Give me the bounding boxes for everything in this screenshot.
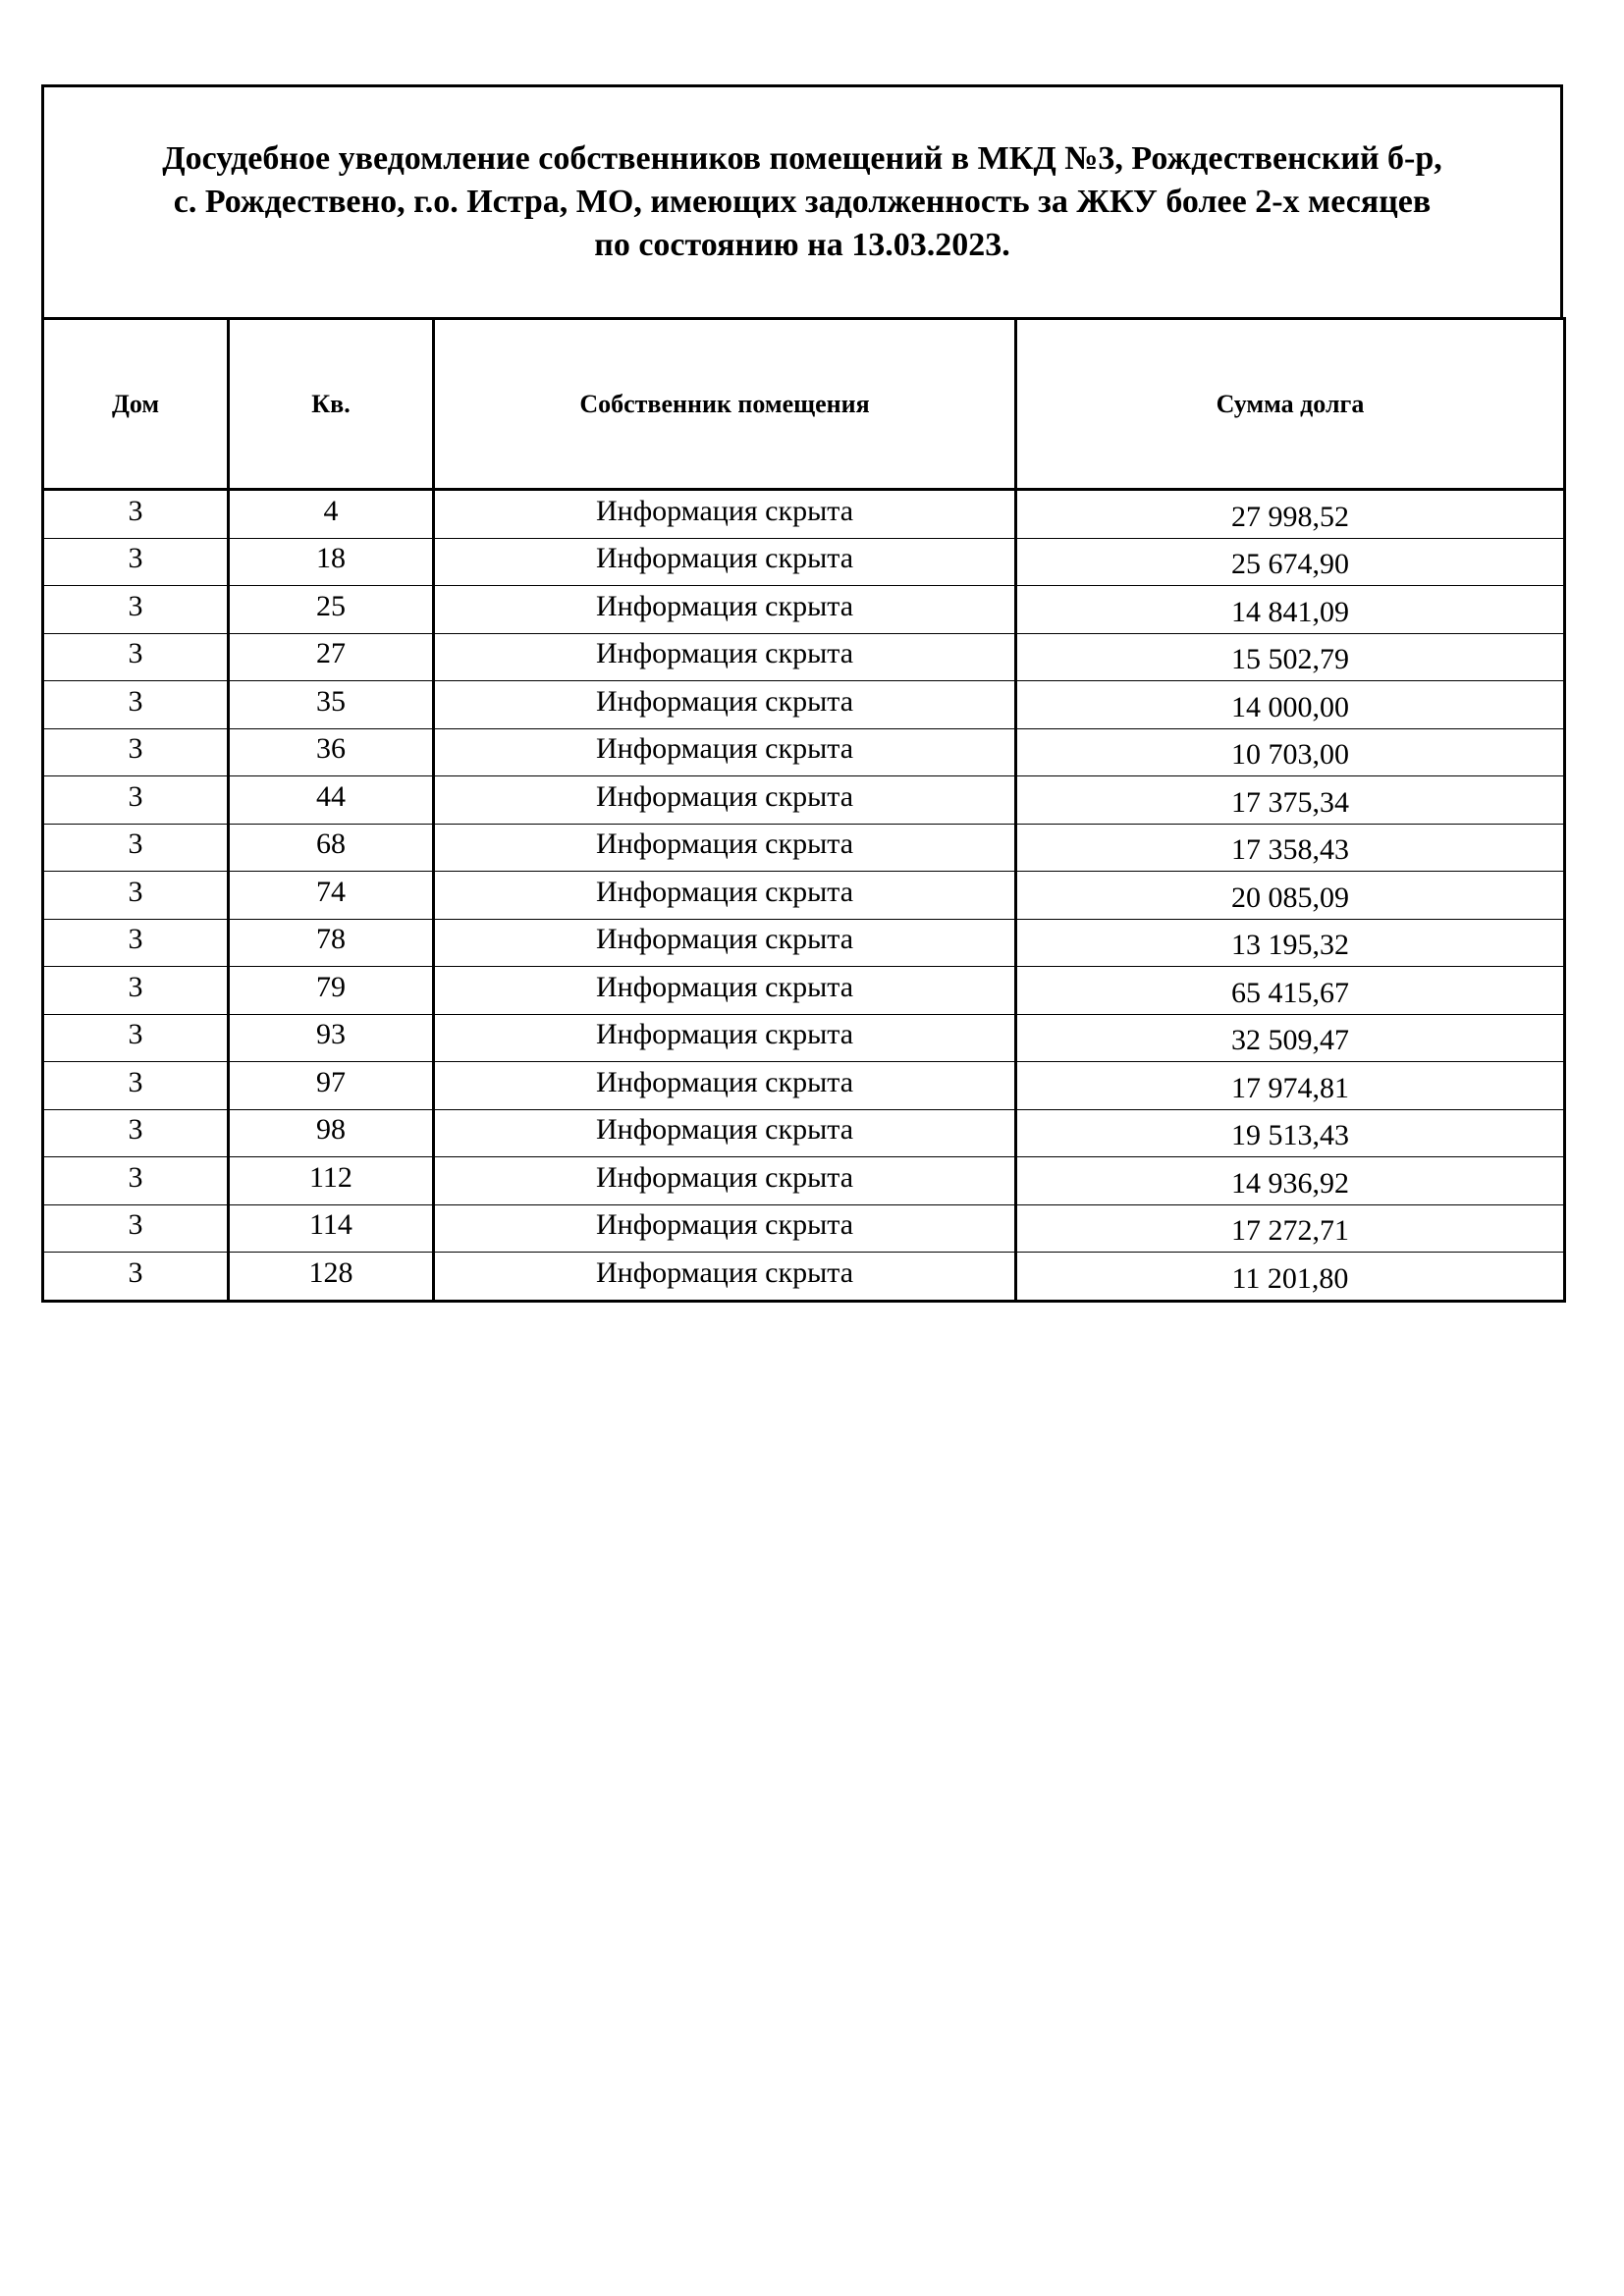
amount-cell: 17 375,34	[1016, 776, 1565, 825]
document-title	[162, 137, 1442, 267]
owner-cell: Информация скрыта	[434, 967, 1016, 1015]
table-row	[43, 538, 1565, 586]
title-line: Досудебное уведомление собственников помещений в МКД №3, Рождественский б-р,	[162, 140, 1442, 177]
house-cell: 3	[43, 1157, 229, 1205]
house-cell: 3	[43, 967, 229, 1015]
amount-cell: 13 195,32	[1016, 919, 1565, 967]
table-row	[43, 872, 1565, 920]
amount-cell: 14 000,00	[1016, 681, 1565, 729]
apartment-cell: 98	[229, 1109, 434, 1157]
apartment-cell: 79	[229, 967, 434, 1015]
amount-cell: 17 974,81	[1016, 1062, 1565, 1110]
owner-cell: Информация скрыта	[434, 490, 1016, 539]
house-cell: 3	[43, 586, 229, 634]
table-row	[43, 776, 1565, 825]
apartment-cell: 27	[229, 633, 434, 681]
table-row	[43, 586, 1565, 634]
column-header-amount: Сумма долга	[1016, 319, 1565, 490]
debt-table-body	[43, 490, 1565, 1302]
owner-cell: Информация скрыта	[434, 538, 1016, 586]
house-cell: 3	[43, 633, 229, 681]
column-header-owner: Собственник помещения	[434, 319, 1016, 490]
amount-cell: 15 502,79	[1016, 633, 1565, 681]
table-row	[43, 919, 1565, 967]
apartment-cell: 18	[229, 538, 434, 586]
apartment-cell: 112	[229, 1157, 434, 1205]
apartment-cell: 36	[229, 728, 434, 776]
house-cell: 3	[43, 1253, 229, 1302]
table-row	[43, 1062, 1565, 1110]
amount-cell: 65 415,67	[1016, 967, 1565, 1015]
house-cell: 3	[43, 728, 229, 776]
amount-cell: 25 674,90	[1016, 538, 1565, 586]
apartment-cell: 128	[229, 1253, 434, 1302]
table-row	[43, 1014, 1565, 1062]
owner-cell: Информация скрыта	[434, 1253, 1016, 1302]
table-row	[43, 728, 1565, 776]
owner-cell: Информация скрыта	[434, 633, 1016, 681]
amount-cell: 14 936,92	[1016, 1157, 1565, 1205]
owner-cell: Информация скрыта	[434, 824, 1016, 872]
owner-cell: Информация скрыта	[434, 1109, 1016, 1157]
house-cell: 3	[43, 919, 229, 967]
apartment-cell: 35	[229, 681, 434, 729]
house-cell: 3	[43, 1014, 229, 1062]
table-row	[43, 1109, 1565, 1157]
debt-table-header	[43, 319, 1565, 490]
amount-cell: 32 509,47	[1016, 1014, 1565, 1062]
amount-cell: 20 085,09	[1016, 872, 1565, 920]
owner-cell: Информация скрыта	[434, 1014, 1016, 1062]
apartment-cell: 78	[229, 919, 434, 967]
amount-cell: 17 272,71	[1016, 1204, 1565, 1253]
table-row	[43, 1157, 1565, 1205]
owner-cell: Информация скрыта	[434, 1157, 1016, 1205]
house-cell: 3	[43, 776, 229, 825]
owner-cell: Информация скрыта	[434, 919, 1016, 967]
amount-cell: 10 703,00	[1016, 728, 1565, 776]
table-row	[43, 1204, 1565, 1253]
amount-cell: 14 841,09	[1016, 586, 1565, 634]
house-cell: 3	[43, 1204, 229, 1253]
owner-cell: Информация скрыта	[434, 681, 1016, 729]
header-row	[43, 319, 1565, 490]
owner-cell: Информация скрыта	[434, 586, 1016, 634]
house-cell: 3	[43, 490, 229, 539]
column-header-house: Дом	[43, 319, 229, 490]
owner-cell: Информация скрыта	[434, 1204, 1016, 1253]
house-cell: 3	[43, 681, 229, 729]
amount-cell: 17 358,43	[1016, 824, 1565, 872]
owner-cell: Информация скрыта	[434, 872, 1016, 920]
apartment-cell: 68	[229, 824, 434, 872]
title-box	[41, 84, 1563, 317]
amount-cell: 27 998,52	[1016, 490, 1565, 539]
title-line: по состоянию на 13.03.2023.	[594, 227, 1010, 263]
apartment-cell: 25	[229, 586, 434, 634]
apartment-cell: 114	[229, 1204, 434, 1253]
owner-cell: Информация скрыта	[434, 1062, 1016, 1110]
house-cell: 3	[43, 872, 229, 920]
table-row	[43, 967, 1565, 1015]
owner-cell: Информация скрыта	[434, 728, 1016, 776]
title-line: с. Рождествено, г.о. Истра, МО, имеющих задолженность за ЖКУ более 2-х месяцев	[173, 184, 1432, 220]
apartment-cell: 93	[229, 1014, 434, 1062]
apartment-cell: 4	[229, 490, 434, 539]
column-header-apartment: Кв.	[229, 319, 434, 490]
debt-table	[41, 317, 1566, 1303]
amount-cell: 11 201,80	[1016, 1253, 1565, 1302]
table-row	[43, 1253, 1565, 1302]
apartment-cell: 74	[229, 872, 434, 920]
house-cell: 3	[43, 538, 229, 586]
table-row	[43, 490, 1565, 539]
house-cell: 3	[43, 824, 229, 872]
table-row	[43, 633, 1565, 681]
amount-cell: 19 513,43	[1016, 1109, 1565, 1157]
house-cell: 3	[43, 1062, 229, 1110]
document-page	[41, 84, 1563, 1303]
apartment-cell: 44	[229, 776, 434, 825]
apartment-cell: 97	[229, 1062, 434, 1110]
table-row	[43, 681, 1565, 729]
house-cell: 3	[43, 1109, 229, 1157]
owner-cell: Информация скрыта	[434, 776, 1016, 825]
table-row	[43, 824, 1565, 872]
